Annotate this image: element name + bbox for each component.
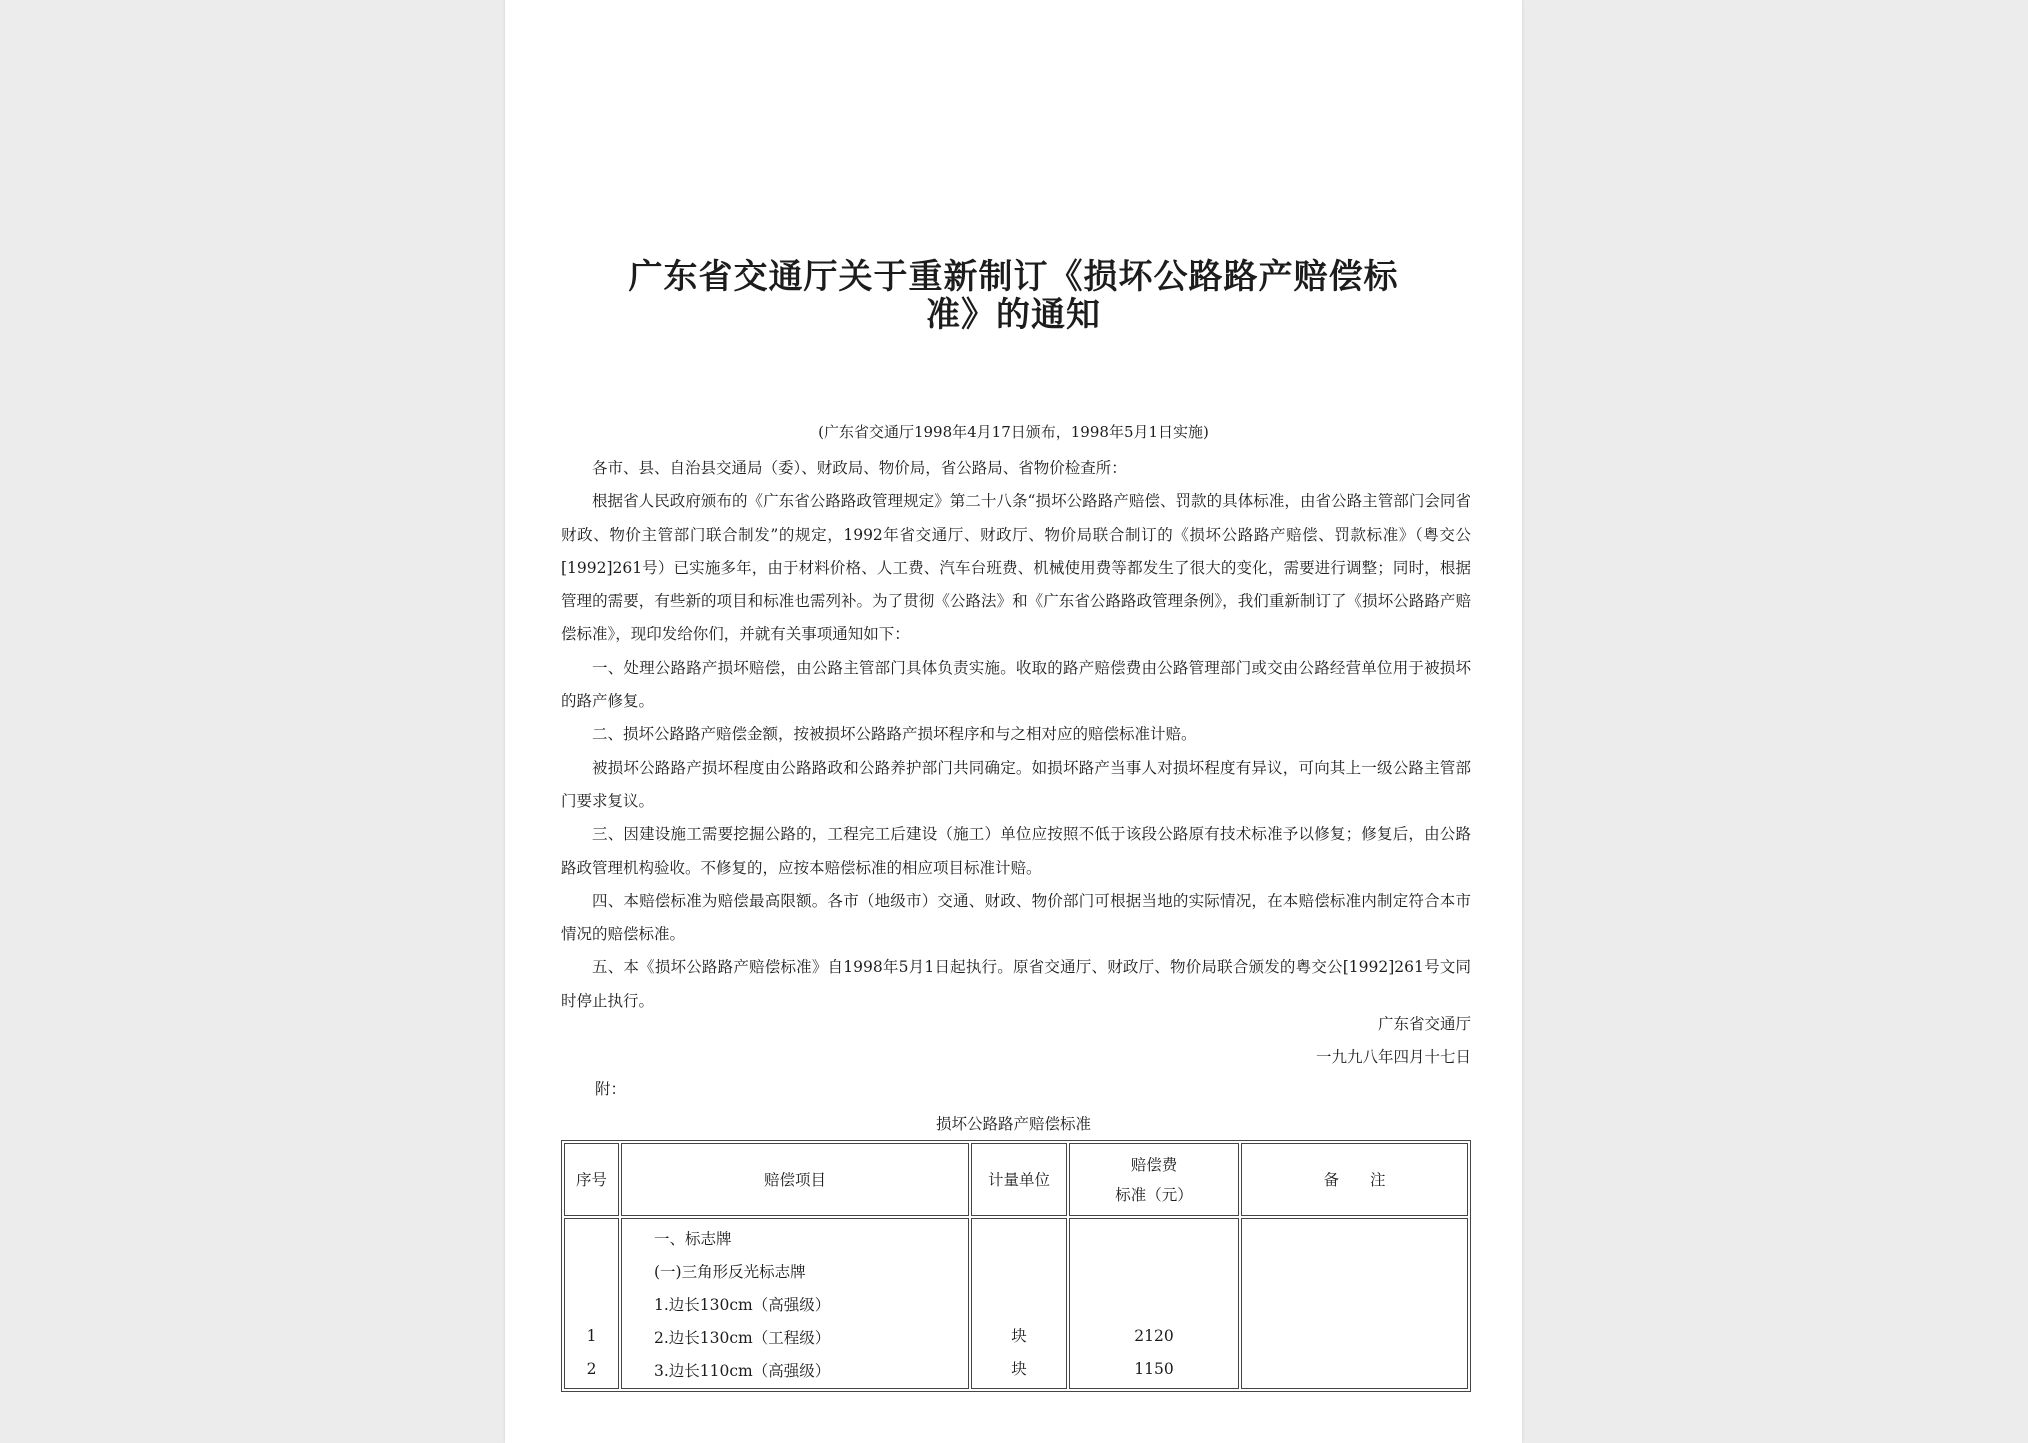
header-fee-line2: 标准（元）	[1115, 1185, 1193, 1204]
fee-value: 1150	[1134, 1360, 1174, 1378]
item-line: 3.边长110cm（高强级）	[654, 1362, 831, 1380]
seq-value: 2	[586, 1360, 597, 1378]
unit-value: 块	[1011, 1327, 1027, 1345]
body-paragraph: 五、本《损坏公路路产赔偿标准》自1998年5月1日起执行。原省交通厅、财政厅、物价局联合颁发的粤交公[1992]261号文同时停止执行。	[561, 958, 1471, 1010]
compensation-table-wrapper	[561, 1140, 1471, 1443]
unit-value	[972, 1254, 1066, 1287]
signature-organization: 广东省交通厅	[1377, 1015, 1471, 1033]
body-paragraph: 四、本赔偿标准为赔偿最高限额。各市（地级市）交通、财政、物价部门可根据当地的实际情况，在本赔偿标准内制定符合本市情况的赔偿标准。	[561, 891, 1471, 944]
attachment-label: 附：	[595, 1080, 627, 1098]
compensation-table	[561, 1140, 1471, 1392]
table-title: 损坏公路路产赔偿标准	[935, 1115, 1091, 1133]
item-line: 2.边长130cm（工程级）	[654, 1329, 831, 1347]
unit-value	[972, 1221, 1066, 1254]
seq-cell	[564, 1218, 619, 1389]
body-paragraph: 根据省人民政府颁布的《广东省公路路政管理规定》第二十八条“损坏公路路产赔偿、罚款的具体标准，由省公路主管部门会同省财政、物价主管部门联合制发”的规定，1992年省交通厅、财政厅、物价局联合制订的《损坏公路路产赔偿、罚款标准》（粤交公[1992]261号）已实施多年，由于材料价格、人工费、汽车台班费、机械使用费等都发生了很大的变化，需要进行调整；同时，根据管理的需要，有些新的项目和标准也需列补。为了贯彻《公路法》和《广东省公路路政管理条例》，我们重新制订了《损坏公路路产赔偿标准》，现印发给你们，并就有关事项通知如下：	[561, 492, 1471, 644]
item-line: (一)三角形反光标志牌	[654, 1263, 806, 1281]
unit-value: 块	[1011, 1360, 1027, 1378]
document-title	[565, 258, 1462, 334]
notice-body	[561, 452, 1471, 1018]
unit-cell	[971, 1218, 1067, 1389]
item-line: 一、标志牌	[654, 1230, 732, 1248]
title-line-1: 广东省交通厅关于重新制订《损坏公路路产赔偿标	[628, 257, 1399, 297]
document-page	[505, 0, 1522, 1443]
issuance-note: (广东省交通厅1998年4月17日颁布，1998年5月1日实施)	[818, 423, 1209, 441]
header-fee	[1069, 1143, 1239, 1216]
seq-value	[565, 1287, 618, 1320]
title-line-2: 准》的通知	[926, 295, 1101, 335]
body-paragraph: 三、因建设施工需要挖掘公路的，工程完工后建设（施工）单位应按照不低于该段公路原有技术标准予以修复；修复后，由公路路政管理机构验收。不修复的，应按本赔偿标准的相应项目标准计赔。	[561, 825, 1471, 877]
seq-value: 1	[586, 1327, 597, 1345]
body-paragraph: 被损坏公路路产损坏程度由公路路政和公路养护部门共同确定。如损坏路产当事人对损坏程度有异议，可向其上一级公路主管部门要求复议。	[561, 758, 1471, 810]
signature-date: 一九九八年四月十七日	[1315, 1048, 1471, 1066]
header-seq: 序号	[564, 1143, 619, 1216]
seq-value	[565, 1254, 618, 1287]
fee-value	[1070, 1254, 1238, 1287]
header-unit: 计量单位	[971, 1143, 1067, 1216]
table-row	[564, 1218, 1468, 1389]
header-item: 赔偿项目	[621, 1143, 969, 1216]
fee-cell	[1069, 1218, 1239, 1389]
header-fee-line1: 赔偿费	[1130, 1155, 1178, 1174]
header-remark: 备 注	[1241, 1143, 1468, 1216]
table-header-row	[564, 1143, 1468, 1216]
fee-value	[1070, 1221, 1238, 1254]
remark-cell	[1241, 1218, 1468, 1389]
unit-value	[972, 1287, 1066, 1320]
item-line: 1.边长130cm（高强级）	[654, 1296, 831, 1314]
fee-value	[1070, 1287, 1238, 1320]
body-paragraph: 一、处理公路路产损坏赔偿，由公路主管部门具体负责实施。收取的路产赔偿费由公路管理部门或交由公路经营单位用于被损坏的路产修复。	[561, 658, 1471, 711]
item-cell	[621, 1218, 969, 1389]
addressee-paragraph: 各市、县、自治县交通局（委）、财政局、物价局，省公路局、省物价检查所：	[592, 459, 1127, 477]
seq-value	[565, 1221, 618, 1254]
fee-value: 2120	[1134, 1327, 1174, 1345]
body-paragraph: 二、损坏公路路产赔偿金额，按被损坏公路路产损坏程序和与之相对应的赔偿标准计赔。	[592, 725, 1197, 744]
